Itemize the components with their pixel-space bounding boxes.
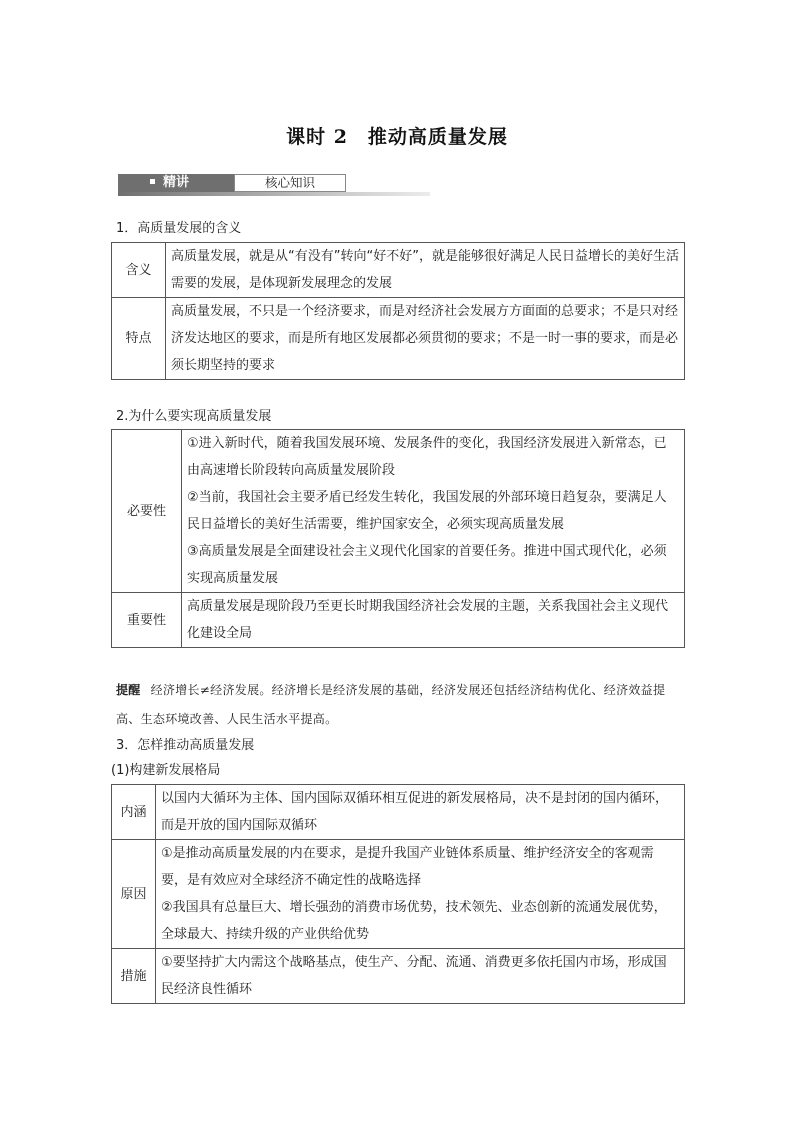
banner-tab-jingjiang: [118, 174, 234, 192]
list-item: ①进入新时代，随着我国发展环境、发展条件的变化，我国经济发展进入新常态，已由高速增长阶段转向高质量发展阶段: [187, 436, 667, 478]
banner-tab-core-knowledge: 核心知识: [234, 174, 346, 192]
table-row: [112, 949, 685, 1004]
square-bullet-icon: [150, 179, 155, 184]
row-content: 高质量发展，就是从“有没有”转向“好不好”，就是能够很好满足人民日益增长的美好生活需要的发展，是体现新发展理念的发展: [166, 243, 685, 298]
list-item: ①要坚持扩大内需这个战略基点，使生产、分配、流通、消费更多依托国内市场，形成国民经济良性循环: [161, 955, 667, 997]
meaning-table: [111, 242, 685, 380]
list-item: ①是推动高质量发展的内在要求，是提升我国产业链体系质量、维护经济安全的客观需要，是有效应对全球经济不确定性的战略选择: [161, 846, 654, 888]
table-row: [112, 243, 685, 298]
list-item: 高质量发展是现阶段乃至更长时期我国经济社会发展的主题，关系我国社会主义现代化建设全局: [187, 599, 669, 641]
reminder-text: 经济增长≠经济发展。经济增长是经济发展的基础，经济发展还包括经济结构优化、经济效益提高、生态环境改善、人民生活水平提高。: [116, 683, 666, 726]
row-label: 含义: [112, 243, 166, 298]
table-row: [112, 840, 685, 949]
section1-heading: 1．高质量发展的含义: [116, 221, 242, 236]
table-row: [112, 298, 685, 380]
page-title: 课时 2 推动高质量发展: [286, 126, 508, 148]
row-label: 重要性: [112, 593, 182, 648]
section3-heading: 3．怎样推动高质量发展: [116, 738, 255, 753]
row-content: 高质量发展，不只是一个经济要求，而是对经济社会发展方方面面的总要求；不是只对经济发达地区的要求，而是所有地区发展都必须贯彻的要求；不是一时一事的要求，而是必须长期坚持的要求: [166, 298, 685, 380]
table-row: [112, 785, 685, 840]
reminder-note: [116, 676, 686, 734]
pattern-table: [111, 784, 685, 1004]
list-item: ③高质量发展是全面建设社会主义现代化国家的首要任务。推进中国式现代化，必须实现高质量发展: [187, 544, 667, 586]
row-label: 必要性: [112, 430, 182, 593]
reminder-label: 提醒: [116, 683, 141, 697]
banner-underline: [118, 192, 430, 196]
banner-dark-label: 精讲: [163, 175, 190, 190]
row-content: [182, 430, 685, 593]
table-row: [112, 430, 685, 593]
row-label: 特点: [112, 298, 166, 380]
table-row: [112, 593, 685, 648]
list-item: ②我国具有总量巨大、增长强劲的消费市场优势，技术领先、业态创新的流通发展优势，全球最大、持续升级的产业供给优势: [161, 900, 667, 942]
row-content: [156, 949, 685, 1004]
row-content: [156, 840, 685, 949]
row-label: 原因: [112, 840, 156, 949]
section-banner: [118, 174, 430, 196]
section3-subheading: (1)构建新发展格局: [111, 763, 221, 778]
row-content: [156, 785, 685, 840]
row-label: 措施: [112, 949, 156, 1004]
list-item: ②当前，我国社会主要矛盾已经发生转化，我国发展的外部环境日趋复杂，要满足人民日益增长的美好生活需要，维护国家安全，必须实现高质量发展: [187, 490, 667, 532]
section2-heading: 2.为什么要实现高质量发展: [116, 409, 272, 424]
row-label: 内涵: [112, 785, 156, 840]
row-content: [182, 593, 685, 648]
necessity-table: [111, 429, 685, 648]
list-item: 以国内大循环为主体、国内国际双循环相互促进的新发展格局，决不是封闭的国内循环，而是开放的国内国际双循环: [161, 791, 669, 833]
